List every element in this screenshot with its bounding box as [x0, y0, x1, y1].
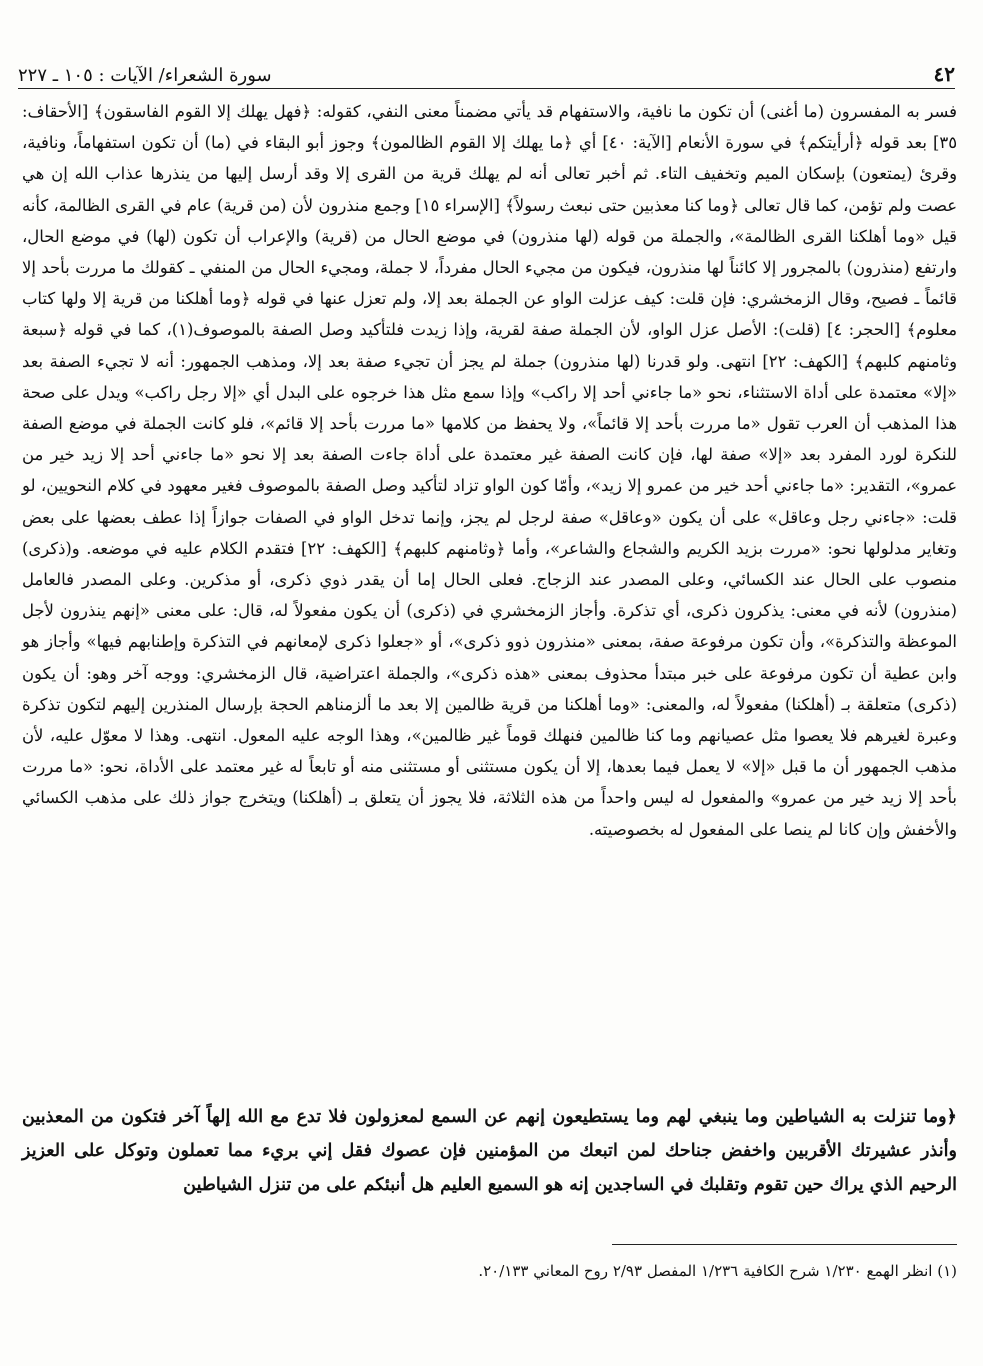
- footnote-divider: [612, 1244, 957, 1245]
- footnote: (١) انظر الهمع ١/٢٣٠ شرح الكافية ١/٢٣٦ المفصل ٢/٩٣ روح المعاني ٢٠/١٣٣.: [478, 1262, 957, 1280]
- quran-verse-block: [22, 1100, 957, 1202]
- commentary-paragraph: فسر به المفسرون (ما أغنى) أن تكون ما نافية، والاستفهام قد يأتي مضمناً معنى النفي، كقوله: ﴿فهل يهلك إلا القوم الفاسقون﴾ [الأحقاف: ٣٥] بعد قوله ﴿أرأيتكم﴾ في سورة الأنعام [الآية: ٤٠] أي ﴿ما يهلك إلا القوم الظالمون﴾ وجوز أبو البقاء في (ما) أن تكون استفهاماً، ونافية، وقرئ (يمتعون) بإسكان الميم وتخفيف التاء. ثم أخبر تعالى أنه لم يهلك قرية من القرى إلا وقد أرسل إليها من ينذرها عذاب الله إن هي عصت ولم تؤمن، كما قال تعالى ﴿وما كنا معذبين حتى نبعث رسولاً﴾ [الإسراء ١٥] وجمع منذرون لأن (من قرية) عام في القرى الظالمة، كأنه قيل «وما أهلكنا القرى الظالمة»، والجملة من قوله (لها منذرون) في موضع الحال من (قرية) والإعراب أن تكون (لها) في موضع الحال، وارتفع (منذرون) بالمجرور إلا كائناً لها منذرون، فيكون من مجيء الحال مفرداً، لا جملة، ومجيء الحال من المنفي ـ كقولك ما مررت بأحد إلا قائماً ـ فصيح، وقال الزمخشري: فإن قلت: كيف عزلت الواو عن الجملة بعد إلا، ولم تعزل عنها في قوله ﴿وما أهلكنا من قرية إلا ولها كتاب معلوم﴾ [الحجر: ٤] (قلت): الأصل عزل الواو، لأن الجملة صفة لقرية، وإذا زيدت فلتأكيد وصل الصفة بالموصوف(١)، كما في قوله ﴿سبعة وثامنهم كلبهم﴾ [الكهف: ٢٢] انتهى. ولو قدرنا (لها منذرون) جملة لم يجز أن تجيء صفة بعد إلا، ومذهب الجمهور: أنه لا تجيء الصفة بعد «إلا» معتمدة على أداة الاستثناء، نحو «ما جاءني أحد إلا راكب» وإذا سمع مثل هذا خرجوه على البدل أي «إلا رجل راكب» ويدل على صحة هذا المذهب أن العرب تقول «ما مررت بأحد إلا قائماً»، ولا يحفظ من كلامها «ما مررت بأحد إلا قائم»، فلو كانت الجملة في موضع الصفة للنكرة لورد المفرد بعد «إلا» صفة لها، فإن كانت الصفة غير معتمدة على أداة جاءت الصفة بعد إلا نحو «ما جاءني أحد إلا زيد خير من عمرو»، التقدير: «ما جاءني أحد خير من عمرو إلا زيد»، وأمّا كون الواو تزاد لتأكيد وصل الصفة بالموصوف فغير معهود في كلام النحويين، لو قلت: «جاءني رجل وعاقل» على أن يكون «وعاقل» صفة لرجل لم يجز، وإنما تدخل الواو في الصفات جوازاً إذا عطف بعضها على بعض وتغاير مدلولها نحو: «مررت بزيد الكريم والشجاع والشاعر»، وأما ﴿وثامنهم كلبهم﴾ [الكهف: ٢٢] فتقدم الكلام عليه في موضعه. و(ذكرى) منصوب على الحال عند الكسائي، وعلى المصدر عند الزجاج. فعلى الحال إما أن يقدر ذوي ذكرى، أو مذكرين. وعلى المصدر فالعامل (منذرون) لأنه في معنى: يذكرون ذكرى، أي تذكرة. وأجاز الزمخشري في (ذكرى) أن يكون مفعولاً له، قال: على معنى «إنهم ينذرون لأجل الموعظة والتذكرة»، وأن تكون مرفوعة صفة، بمعنى «منذرون ذوو ذكرى»، أو «جعلوا ذكرى لإمعانهم في التذكرة وإطنابهم فيها» وأجاز هو وابن عطية أن تكون مرفوعة على خبر مبتدأ محذوف بمعنى «هذه ذكرى»، والجملة اعتراضية، قال الزمخشري: ووجه آخر وهو: أن يكون (ذكرى) متعلقة بـ (أهلكنا) مفعولاً له، والمعنى: «وما أهلكنا من قرية ظالمين إلا بعد ما ألزمناهم الحجة بإرسال المنذرين إليهم لتكون تذكرة وعبرة لغيرهم فلا يعصوا مثل عصيانهم وما كنا ظالمين فنهلك قوماً غير ظالمين»، وهذا الوجه عليه المعول. انتهى. وهذا لا معوّل عليه، لأن مذهب الجمهور أن ما قبل «إلا» لا يعمل فيما بعدها، إلا أن يكون مستثنى أو مستثنى منه أو تابعاً له غير معتمد على الأداة، نحو: «ما مررت بأحد إلا زيد خير من عمرو» والمفعول له ليس واحداً من هذه الثلاثة، فلا يجوز أن يتعلق بـ (أهلكنا) ويتخرج جواز ذلك على مذهب الكسائي والأخفش وإن كانا لم ينصا على المفعول له بخصوصيته.: [22, 102, 958, 839]
- commentary-body: [22, 96, 957, 845]
- page-header: [18, 52, 955, 89]
- quran-verse-text: ﴿وما تنزلت به الشياطين وما ينبغي لهم وما يستطيعون إنهم عن السمع لمعزولون فلا تدع مع الله إلهاً آخر فتكون من المعذبين وأنذر عشيرتك الأقربين واخفض جناحك لمن اتبعك من المؤمنين فإن عصوك فقل إني بريء مما تعملون وتوكل على العزيز الرحيم الذي يراك حين تقوم وتقلبك في الساجدين إنه هو السميع العليم هل أنبئكم على من تنزل الشياطين: [22, 1106, 957, 1195]
- page-number: ٤٢: [933, 62, 955, 86]
- running-title: سورة الشعراء/ الآيات : ١٠٥ ـ ٢٢٧: [18, 65, 272, 86]
